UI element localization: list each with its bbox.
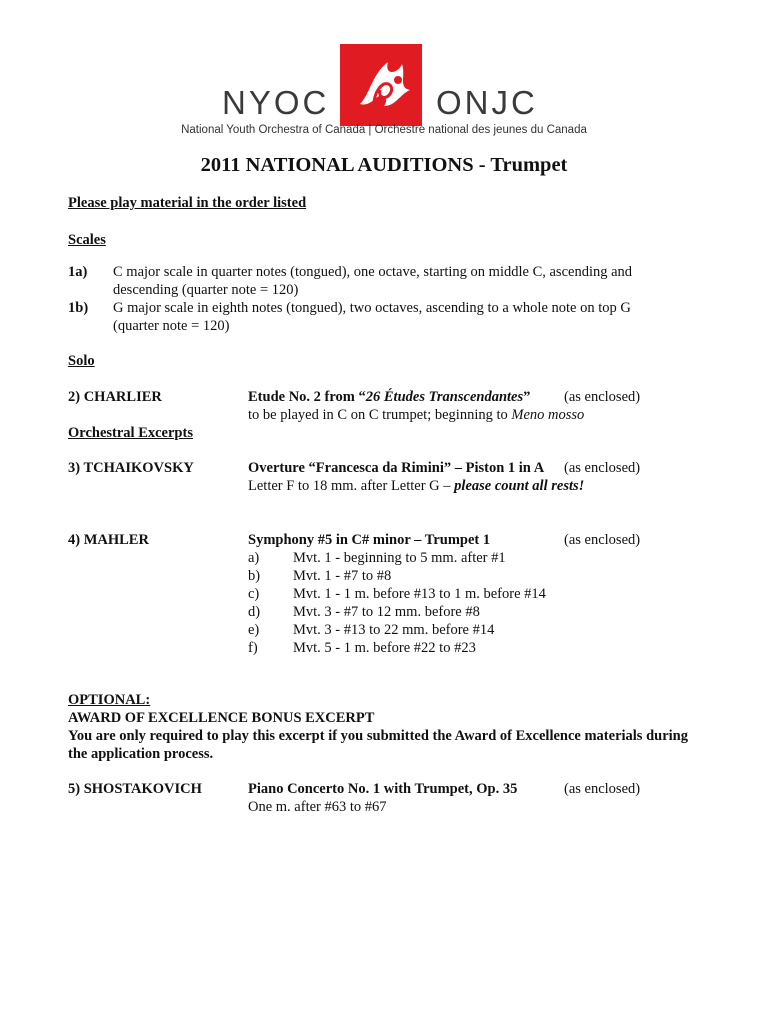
mahler-item-text: Mvt. 3 - #7 to 12 mm. before #8 <box>293 604 480 620</box>
logo-right-text: ONJC <box>436 84 538 121</box>
mahler-item-letter: b) <box>248 568 261 584</box>
charlier-detail: to be played in C on C trumpet; beginning to Meno mosso <box>248 407 585 423</box>
mahler-item-letter: e) <box>248 622 260 638</box>
mahler-item-text: Mvt. 1 - 1 m. before #13 to 1 m. before #14 <box>293 586 546 602</box>
tchaikovsky-work: Overture “Francesca da Rimini” – Piston 1 in A <box>248 460 545 476</box>
optional-heading: OPTIONAL: <box>68 692 151 708</box>
award-heading: AWARD OF EXCELLENCE BONUS EXCERPT <box>68 710 375 726</box>
nyoc-logo-icon <box>340 44 422 126</box>
scale-1b-text: G major scale in eighth notes (tongued), two octaves, ascending to a whole note on top G (quarter note = 120) <box>113 300 631 334</box>
mahler-item-letter: d) <box>248 604 261 620</box>
charlier-composer: 2) CHARLIER <box>68 389 162 405</box>
mahler-item-letter: f) <box>248 640 258 656</box>
charlier-note: (as enclosed) <box>564 389 641 405</box>
scales-heading: Scales <box>68 232 106 248</box>
tchaikovsky-note: (as enclosed) <box>564 460 641 476</box>
mahler-note: (as enclosed) <box>564 532 641 548</box>
instruction: Please play material in the order listed <box>68 195 307 211</box>
shostakovich-note: (as enclosed) <box>564 781 641 797</box>
tchaikovsky-detail: Letter F to 18 mm. after Letter G – please count all rests! <box>248 478 585 494</box>
charlier-work-title: 26 Études Transcendantes <box>365 389 524 405</box>
solo-heading: Solo <box>68 353 95 369</box>
mahler-item-text: Mvt. 5 - 1 m. before #22 to #23 <box>293 640 476 656</box>
mahler-composer: 4) MAHLER <box>68 532 149 548</box>
org-name: National Youth Orchestra of Canada | Orchestre national des jeunes du Canada <box>181 124 587 136</box>
page-title: 2011 NATIONAL AUDITIONS - Trumpet <box>200 154 568 176</box>
shostakovich-work: Piano Concerto No. 1 with Trumpet, Op. 35 <box>248 781 518 797</box>
shostakovich-composer: 5) SHOSTAKOVICH <box>68 781 202 797</box>
scale-1a-number: 1a) <box>68 264 88 280</box>
award-text: You are only required to play this excerpt if you submitted the Award of Excellence materials during the application process. <box>68 728 688 762</box>
mahler-item-letter: a) <box>248 550 260 566</box>
tchaikovsky-composer: 3) TCHAIKOVSKY <box>68 460 194 476</box>
scale-1b-number: 1b) <box>68 300 89 316</box>
mahler-item-text: Mvt. 1 - beginning to 5 mm. after #1 <box>293 550 506 566</box>
charlier-work: Etude No. 2 from “26 Études Transcendantes” <box>248 389 531 405</box>
scale-1a-text: C major scale in quarter notes (tongued), one octave, starting on middle C, ascending and descending (quarter note = 120) <box>113 264 633 298</box>
mahler-work: Symphony #5 in C# minor – Trumpet 1 <box>248 532 491 548</box>
orchestral-heading: Orchestral Excerpts <box>68 425 193 441</box>
mahler-item-letter: c) <box>248 586 260 602</box>
mahler-item-text: Mvt. 1 - #7 to #8 <box>293 568 392 584</box>
mahler-item-text: Mvt. 3 - #13 to 22 mm. before #14 <box>293 622 495 638</box>
shostakovich-detail: One m. after #63 to #67 <box>248 799 387 815</box>
logo-left-text: NYOC <box>222 84 330 121</box>
